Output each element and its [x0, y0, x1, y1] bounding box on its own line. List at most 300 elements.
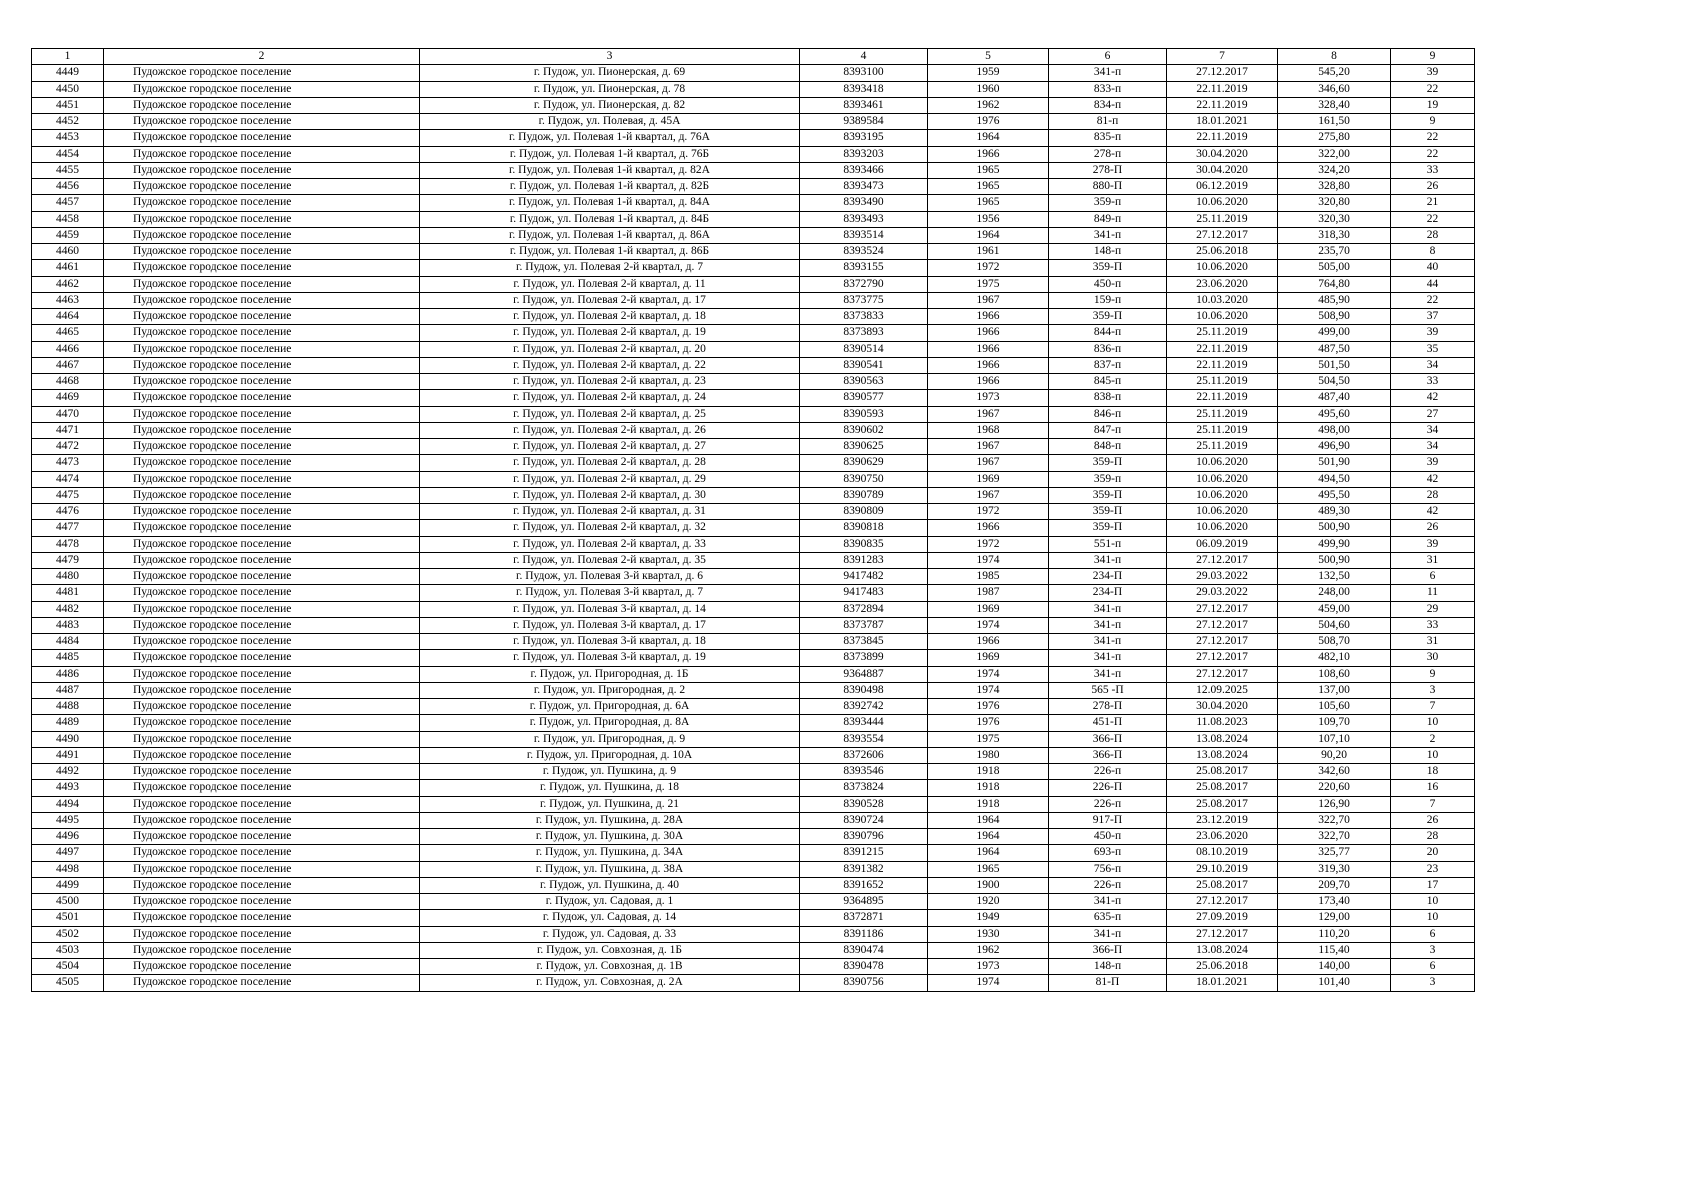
- address-cell: г. Пудож, ул. Полевая 2-й квартал, д. 33: [420, 536, 800, 552]
- decree-number-cell: 226-п: [1049, 796, 1167, 812]
- area-cell: 495,50: [1278, 487, 1391, 503]
- settlement-cell: Пудожское городское поселение: [104, 926, 420, 942]
- decree-date-cell: 25.11.2019: [1167, 374, 1278, 390]
- table-row: [32, 650, 1475, 666]
- area-cell: 109,70: [1278, 715, 1391, 731]
- decree-number-cell: 359-П: [1049, 520, 1167, 536]
- object-id-cell: 8390541: [800, 357, 928, 373]
- row-number-cell: 4490: [32, 731, 104, 747]
- row-number-cell: 4475: [32, 487, 104, 503]
- decree-number-cell: 234-П: [1049, 569, 1167, 585]
- table-row: [32, 439, 1475, 455]
- residents-cell: 44: [1391, 276, 1475, 292]
- column-header-3: 3: [420, 49, 800, 65]
- year-built-cell: 1956: [928, 211, 1049, 227]
- area-cell: 161,50: [1278, 114, 1391, 130]
- area-cell: 764,80: [1278, 276, 1391, 292]
- settlement-cell: Пудожское городское поселение: [104, 374, 420, 390]
- residents-cell: 18: [1391, 764, 1475, 780]
- address-cell: г. Пудож, ул. Полевая 2-й квартал, д. 23: [420, 374, 800, 390]
- decree-date-cell: 22.11.2019: [1167, 390, 1278, 406]
- residents-cell: 16: [1391, 780, 1475, 796]
- table-row: [32, 390, 1475, 406]
- year-built-cell: 1966: [928, 341, 1049, 357]
- decree-number-cell: 359-п: [1049, 195, 1167, 211]
- object-id-cell: 8393100: [800, 65, 928, 81]
- decree-number-cell: 693-п: [1049, 845, 1167, 861]
- object-id-cell: 8390750: [800, 471, 928, 487]
- settlement-cell: Пудожское городское поселение: [104, 780, 420, 796]
- decree-date-cell: 13.08.2024: [1167, 731, 1278, 747]
- settlement-cell: Пудожское городское поселение: [104, 309, 420, 325]
- row-number-cell: 4473: [32, 455, 104, 471]
- area-cell: 342,60: [1278, 764, 1391, 780]
- table-row: [32, 747, 1475, 763]
- address-cell: г. Пудож, ул. Пионерская, д. 78: [420, 81, 800, 97]
- row-number-cell: 4476: [32, 504, 104, 520]
- year-built-cell: 1974: [928, 975, 1049, 991]
- address-cell: г. Пудож, ул. Совхозная, д. 1Б: [420, 942, 800, 958]
- address-cell: г. Пудож, ул. Пушкина, д. 30А: [420, 829, 800, 845]
- settlement-cell: Пудожское городское поселение: [104, 634, 420, 650]
- year-built-cell: 1975: [928, 276, 1049, 292]
- decree-date-cell: 10.06.2020: [1167, 520, 1278, 536]
- address-cell: г. Пудож, ул. Полевая 1-й квартал, д. 82А: [420, 162, 800, 178]
- decree-date-cell: 29.03.2022: [1167, 585, 1278, 601]
- area-cell: 505,00: [1278, 260, 1391, 276]
- address-cell: г. Пудож, ул. Полевая 1-й квартал, д. 84Б: [420, 211, 800, 227]
- residents-cell: 33: [1391, 162, 1475, 178]
- row-number-cell: 4480: [32, 569, 104, 585]
- residents-cell: 17: [1391, 877, 1475, 893]
- object-id-cell: 8390796: [800, 829, 928, 845]
- decree-number-cell: 835-п: [1049, 130, 1167, 146]
- table-row: [32, 260, 1475, 276]
- year-built-cell: 1980: [928, 747, 1049, 763]
- area-cell: 324,20: [1278, 162, 1391, 178]
- address-cell: г. Пудож, ул. Садовая, д. 14: [420, 910, 800, 926]
- settlement-cell: Пудожское городское поселение: [104, 390, 420, 406]
- decree-number-cell: 838-п: [1049, 390, 1167, 406]
- row-number-cell: 4461: [32, 260, 104, 276]
- area-cell: 499,90: [1278, 536, 1391, 552]
- decree-date-cell: 27.12.2017: [1167, 650, 1278, 666]
- object-id-cell: 8373775: [800, 292, 928, 308]
- area-cell: 504,50: [1278, 374, 1391, 390]
- table-row: [32, 894, 1475, 910]
- row-number-cell: 4460: [32, 244, 104, 260]
- row-number-cell: 4450: [32, 81, 104, 97]
- residents-cell: 39: [1391, 455, 1475, 471]
- row-number-cell: 4453: [32, 130, 104, 146]
- address-cell: г. Пудож, ул. Пушкина, д. 34А: [420, 845, 800, 861]
- year-built-cell: 1973: [928, 959, 1049, 975]
- object-id-cell: 8390514: [800, 341, 928, 357]
- settlement-cell: Пудожское городское поселение: [104, 455, 420, 471]
- decree-date-cell: 27.12.2017: [1167, 617, 1278, 633]
- settlement-cell: Пудожское городское поселение: [104, 682, 420, 698]
- year-built-cell: 1976: [928, 715, 1049, 731]
- settlement-cell: Пудожское городское поселение: [104, 747, 420, 763]
- object-id-cell: 8373893: [800, 325, 928, 341]
- area-cell: 322,00: [1278, 146, 1391, 162]
- table-row: [32, 179, 1475, 195]
- decree-number-cell: 341-п: [1049, 65, 1167, 81]
- row-number-cell: 4455: [32, 162, 104, 178]
- address-cell: г. Пудож, ул. Пригородная, д. 6А: [420, 699, 800, 715]
- year-built-cell: 1949: [928, 910, 1049, 926]
- area-cell: 320,30: [1278, 211, 1391, 227]
- area-cell: 325,77: [1278, 845, 1391, 861]
- residents-cell: 30: [1391, 650, 1475, 666]
- settlement-cell: Пудожское городское поселение: [104, 699, 420, 715]
- decree-number-cell: 847-п: [1049, 422, 1167, 438]
- row-number-cell: 4484: [32, 634, 104, 650]
- address-cell: г. Пудож, ул. Полевая, д. 45А: [420, 114, 800, 130]
- year-built-cell: 1962: [928, 942, 1049, 958]
- settlement-cell: Пудожское городское поселение: [104, 617, 420, 633]
- area-cell: 320,80: [1278, 195, 1391, 211]
- object-id-cell: 8393554: [800, 731, 928, 747]
- area-cell: 322,70: [1278, 812, 1391, 828]
- residents-cell: 10: [1391, 894, 1475, 910]
- address-cell: г. Пудож, ул. Полевая 2-й квартал, д. 25: [420, 406, 800, 422]
- table-row: [32, 114, 1475, 130]
- address-cell: г. Пудож, ул. Пригородная, д. 10А: [420, 747, 800, 763]
- row-number-cell: 4482: [32, 601, 104, 617]
- decree-date-cell: 10.06.2020: [1167, 195, 1278, 211]
- settlement-cell: Пудожское городское поселение: [104, 585, 420, 601]
- area-cell: 140,00: [1278, 959, 1391, 975]
- area-cell: 501,50: [1278, 357, 1391, 373]
- address-cell: г. Пудож, ул. Пригородная, д. 2: [420, 682, 800, 698]
- object-id-cell: 8391283: [800, 552, 928, 568]
- residents-cell: 19: [1391, 97, 1475, 113]
- area-cell: 110,20: [1278, 926, 1391, 942]
- table-row: [32, 877, 1475, 893]
- address-cell: г. Пудож, ул. Пригородная, д. 9: [420, 731, 800, 747]
- object-id-cell: 8390474: [800, 942, 928, 958]
- decree-date-cell: 18.01.2021: [1167, 975, 1278, 991]
- table-row: [32, 357, 1475, 373]
- row-number-cell: 4497: [32, 845, 104, 861]
- address-cell: г. Пудож, ул. Полевая 2-й квартал, д. 7: [420, 260, 800, 276]
- decree-number-cell: 359-П: [1049, 487, 1167, 503]
- residents-cell: 26: [1391, 179, 1475, 195]
- object-id-cell: 9417482: [800, 569, 928, 585]
- residents-cell: 26: [1391, 812, 1475, 828]
- decree-number-cell: 226-п: [1049, 877, 1167, 893]
- settlement-cell: Пудожское городское поселение: [104, 942, 420, 958]
- row-number-cell: 4456: [32, 179, 104, 195]
- area-cell: 328,80: [1278, 179, 1391, 195]
- decree-date-cell: 25.08.2017: [1167, 796, 1278, 812]
- settlement-cell: Пудожское городское поселение: [104, 471, 420, 487]
- decree-date-cell: 10.06.2020: [1167, 487, 1278, 503]
- residents-cell: 37: [1391, 309, 1475, 325]
- residents-cell: 6: [1391, 569, 1475, 585]
- decree-number-cell: 451-П: [1049, 715, 1167, 731]
- address-cell: г. Пудож, ул. Полевая 1-й квартал, д. 82Б: [420, 179, 800, 195]
- decree-number-cell: 917-П: [1049, 812, 1167, 828]
- decree-date-cell: 27.12.2017: [1167, 926, 1278, 942]
- decree-number-cell: 359-П: [1049, 309, 1167, 325]
- decree-date-cell: 27.12.2017: [1167, 227, 1278, 243]
- table-row: [32, 764, 1475, 780]
- year-built-cell: 1967: [928, 439, 1049, 455]
- object-id-cell: 8390625: [800, 439, 928, 455]
- object-id-cell: 8390629: [800, 455, 928, 471]
- decree-number-cell: 849-п: [1049, 211, 1167, 227]
- table-row: [32, 227, 1475, 243]
- residents-cell: 39: [1391, 65, 1475, 81]
- year-built-cell: 1972: [928, 260, 1049, 276]
- table-row: [32, 796, 1475, 812]
- decree-number-cell: 359-П: [1049, 260, 1167, 276]
- decree-date-cell: 06.12.2019: [1167, 179, 1278, 195]
- row-number-cell: 4454: [32, 146, 104, 162]
- year-built-cell: 1900: [928, 877, 1049, 893]
- table-row: [32, 341, 1475, 357]
- row-number-cell: 4499: [32, 877, 104, 893]
- settlement-cell: Пудожское городское поселение: [104, 439, 420, 455]
- object-id-cell: 8393490: [800, 195, 928, 211]
- decree-number-cell: 159-п: [1049, 292, 1167, 308]
- decree-date-cell: 18.01.2021: [1167, 114, 1278, 130]
- decree-number-cell: 366-П: [1049, 942, 1167, 958]
- object-id-cell: 8390818: [800, 520, 928, 536]
- decree-date-cell: 08.10.2019: [1167, 845, 1278, 861]
- year-built-cell: 1974: [928, 682, 1049, 698]
- decree-number-cell: 366-П: [1049, 731, 1167, 747]
- table-row: [32, 536, 1475, 552]
- object-id-cell: 8391382: [800, 861, 928, 877]
- object-id-cell: 8393444: [800, 715, 928, 731]
- decree-number-cell: 278-п: [1049, 146, 1167, 162]
- decree-date-cell: 13.08.2024: [1167, 747, 1278, 763]
- column-header-4: 4: [800, 49, 928, 65]
- address-cell: г. Пудож, ул. Полевая 2-й квартал, д. 22: [420, 357, 800, 373]
- object-id-cell: 8372790: [800, 276, 928, 292]
- object-id-cell: 8373899: [800, 650, 928, 666]
- area-cell: 499,00: [1278, 325, 1391, 341]
- settlement-cell: Пудожское городское поселение: [104, 130, 420, 146]
- decree-date-cell: 10.03.2020: [1167, 292, 1278, 308]
- table-row: [32, 406, 1475, 422]
- object-id-cell: 8391215: [800, 845, 928, 861]
- residents-cell: 3: [1391, 975, 1475, 991]
- settlement-cell: Пудожское городское поселение: [104, 114, 420, 130]
- row-number-cell: 4496: [32, 829, 104, 845]
- area-cell: 500,90: [1278, 552, 1391, 568]
- table-row: [32, 780, 1475, 796]
- table-row: [32, 162, 1475, 178]
- decree-date-cell: 22.11.2019: [1167, 341, 1278, 357]
- row-number-cell: 4477: [32, 520, 104, 536]
- header-row: [32, 49, 1475, 65]
- address-cell: г. Пудож, ул. Полевая 3-й квартал, д. 17: [420, 617, 800, 633]
- table-row: [32, 845, 1475, 861]
- object-id-cell: 8390577: [800, 390, 928, 406]
- year-built-cell: 1973: [928, 390, 1049, 406]
- table-row: [32, 487, 1475, 503]
- row-number-cell: 4467: [32, 357, 104, 373]
- area-cell: 90,20: [1278, 747, 1391, 763]
- object-id-cell: 8393461: [800, 97, 928, 113]
- residents-cell: 6: [1391, 926, 1475, 942]
- object-id-cell: 8390756: [800, 975, 928, 991]
- table-row: [32, 422, 1475, 438]
- settlement-cell: Пудожское городское поселение: [104, 845, 420, 861]
- object-id-cell: 8393203: [800, 146, 928, 162]
- decree-date-cell: 10.06.2020: [1167, 260, 1278, 276]
- settlement-cell: Пудожское городское поселение: [104, 552, 420, 568]
- settlement-cell: Пудожское городское поселение: [104, 504, 420, 520]
- area-cell: 504,60: [1278, 617, 1391, 633]
- table-row: [32, 829, 1475, 845]
- object-id-cell: 8393473: [800, 179, 928, 195]
- address-cell: г. Пудож, ул. Полевая 2-й квартал, д. 11: [420, 276, 800, 292]
- row-number-cell: 4468: [32, 374, 104, 390]
- settlement-cell: Пудожское городское поселение: [104, 227, 420, 243]
- settlement-cell: Пудожское городское поселение: [104, 861, 420, 877]
- object-id-cell: 8393418: [800, 81, 928, 97]
- table-row: [32, 812, 1475, 828]
- address-cell: г. Пудож, ул. Садовая, д. 1: [420, 894, 800, 910]
- address-cell: г. Пудож, ул. Полевая 2-й квартал, д. 24: [420, 390, 800, 406]
- table-row: [32, 276, 1475, 292]
- settlement-cell: Пудожское городское поселение: [104, 829, 420, 845]
- area-cell: 498,00: [1278, 422, 1391, 438]
- row-number-cell: 4466: [32, 341, 104, 357]
- address-cell: г. Пудож, ул. Пионерская, д. 69: [420, 65, 800, 81]
- table-body: [32, 49, 1475, 992]
- residents-cell: 28: [1391, 829, 1475, 845]
- object-id-cell: 8390809: [800, 504, 928, 520]
- decree-number-cell: 834-п: [1049, 97, 1167, 113]
- object-id-cell: 8373845: [800, 634, 928, 650]
- residents-cell: 34: [1391, 422, 1475, 438]
- address-cell: г. Пудож, ул. Полевая 2-й квартал, д. 26: [420, 422, 800, 438]
- residents-cell: 31: [1391, 552, 1475, 568]
- year-built-cell: 1969: [928, 601, 1049, 617]
- row-number-cell: 4464: [32, 309, 104, 325]
- settlement-cell: Пудожское городское поселение: [104, 877, 420, 893]
- year-built-cell: 1987: [928, 585, 1049, 601]
- settlement-cell: Пудожское городское поселение: [104, 276, 420, 292]
- decree-date-cell: 25.06.2018: [1167, 959, 1278, 975]
- row-number-cell: 4474: [32, 471, 104, 487]
- table-row: [32, 130, 1475, 146]
- residents-cell: 10: [1391, 715, 1475, 731]
- area-cell: 137,00: [1278, 682, 1391, 698]
- decree-date-cell: 27.12.2017: [1167, 601, 1278, 617]
- area-cell: 508,70: [1278, 634, 1391, 650]
- decree-date-cell: 25.08.2017: [1167, 877, 1278, 893]
- decree-date-cell: 25.06.2018: [1167, 244, 1278, 260]
- table-row: [32, 975, 1475, 991]
- area-cell: 346,60: [1278, 81, 1391, 97]
- area-cell: 319,30: [1278, 861, 1391, 877]
- decree-date-cell: 25.11.2019: [1167, 406, 1278, 422]
- decree-number-cell: 278-П: [1049, 699, 1167, 715]
- row-number-cell: 4470: [32, 406, 104, 422]
- row-number-cell: 4493: [32, 780, 104, 796]
- decree-number-cell: 450-п: [1049, 276, 1167, 292]
- settlement-cell: Пудожское городское поселение: [104, 975, 420, 991]
- decree-number-cell: 234-П: [1049, 585, 1167, 601]
- area-cell: 485,90: [1278, 292, 1391, 308]
- residents-cell: 27: [1391, 406, 1475, 422]
- row-number-cell: 4486: [32, 666, 104, 682]
- year-built-cell: 1967: [928, 487, 1049, 503]
- residents-cell: 7: [1391, 796, 1475, 812]
- area-cell: 459,00: [1278, 601, 1391, 617]
- table-row: [32, 634, 1475, 650]
- column-header-9: 9: [1391, 49, 1475, 65]
- decree-number-cell: 565 -П: [1049, 682, 1167, 698]
- address-cell: г. Пудож, ул. Пушкина, д. 21: [420, 796, 800, 812]
- residents-cell: 33: [1391, 617, 1475, 633]
- decree-number-cell: 341-п: [1049, 894, 1167, 910]
- row-number-cell: 4457: [32, 195, 104, 211]
- decree-date-cell: 25.11.2019: [1167, 211, 1278, 227]
- settlement-cell: Пудожское городское поселение: [104, 292, 420, 308]
- table-row: [32, 146, 1475, 162]
- year-built-cell: 1965: [928, 162, 1049, 178]
- object-id-cell: 8390478: [800, 959, 928, 975]
- table-row: [32, 942, 1475, 958]
- address-cell: г. Пудож, ул. Пионерская, д. 82: [420, 97, 800, 113]
- address-cell: г. Пудож, ул. Полевая 2-й квартал, д. 18: [420, 309, 800, 325]
- area-cell: 105,60: [1278, 699, 1391, 715]
- decree-date-cell: 25.11.2019: [1167, 439, 1278, 455]
- area-cell: 108,60: [1278, 666, 1391, 682]
- residents-cell: 34: [1391, 357, 1475, 373]
- settlement-cell: Пудожское городское поселение: [104, 146, 420, 162]
- decree-number-cell: 278-П: [1049, 162, 1167, 178]
- address-cell: г. Пудож, ул. Полевая 1-й квартал, д. 84А: [420, 195, 800, 211]
- settlement-cell: Пудожское городское поселение: [104, 179, 420, 195]
- settlement-cell: Пудожское городское поселение: [104, 81, 420, 97]
- table-row: [32, 617, 1475, 633]
- residents-cell: 40: [1391, 260, 1475, 276]
- table-row: [32, 195, 1475, 211]
- decree-date-cell: 27.12.2017: [1167, 666, 1278, 682]
- row-number-cell: 4492: [32, 764, 104, 780]
- decree-date-cell: 25.08.2017: [1167, 764, 1278, 780]
- residents-cell: 42: [1391, 504, 1475, 520]
- address-cell: г. Пудож, ул. Полевая 3-й квартал, д. 6: [420, 569, 800, 585]
- residents-cell: 20: [1391, 845, 1475, 861]
- decree-number-cell: 341-п: [1049, 634, 1167, 650]
- table-row: [32, 309, 1475, 325]
- row-number-cell: 4494: [32, 796, 104, 812]
- year-built-cell: 1960: [928, 81, 1049, 97]
- decree-date-cell: 10.06.2020: [1167, 455, 1278, 471]
- settlement-cell: Пудожское городское поселение: [104, 195, 420, 211]
- decree-number-cell: 148-п: [1049, 959, 1167, 975]
- decree-number-cell: 551-п: [1049, 536, 1167, 552]
- residents-cell: 28: [1391, 487, 1475, 503]
- residents-cell: 2: [1391, 731, 1475, 747]
- residents-cell: 21: [1391, 195, 1475, 211]
- residents-cell: 10: [1391, 747, 1475, 763]
- table-row: [32, 861, 1475, 877]
- decree-date-cell: 25.08.2017: [1167, 780, 1278, 796]
- table-row: [32, 699, 1475, 715]
- decree-number-cell: 756-п: [1049, 861, 1167, 877]
